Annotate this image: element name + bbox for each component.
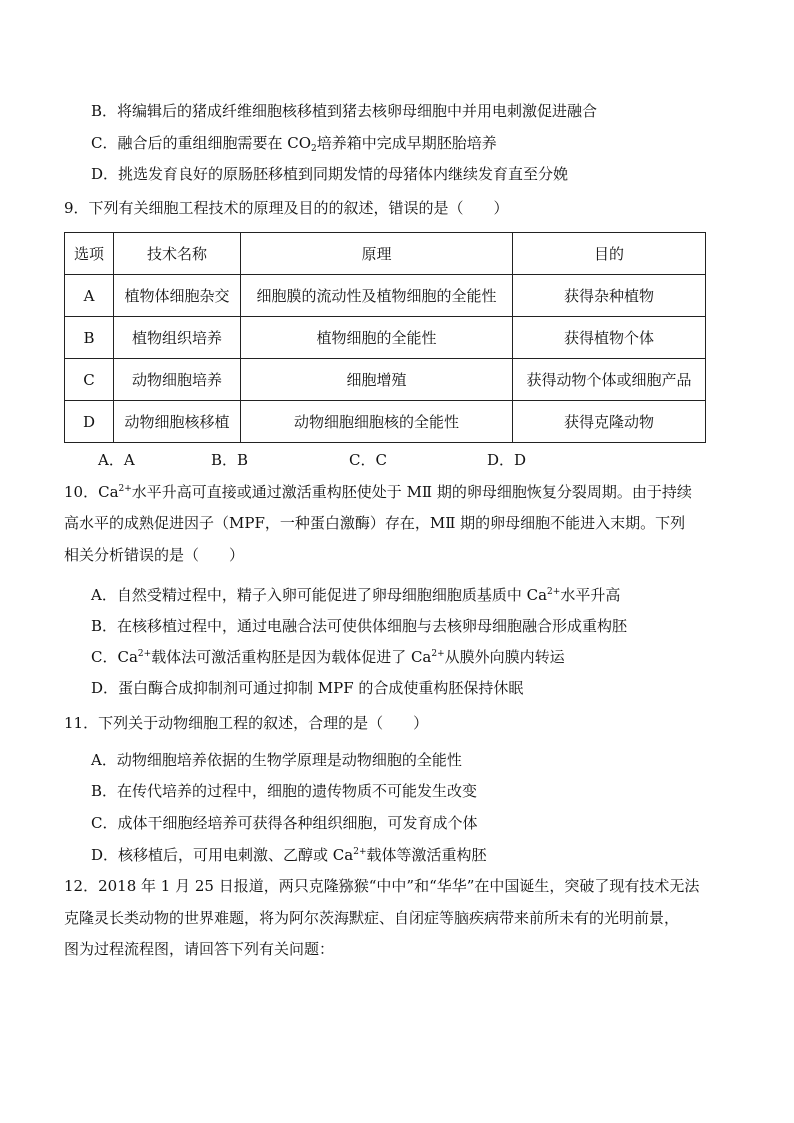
table-row: [65, 317, 706, 359]
table-cell: 获得动物个体或细胞产品: [513, 359, 706, 401]
q11-stem: 11．下列关于动物细胞工程的叙述，合理的是（ ）: [64, 714, 429, 732]
table-row: [65, 275, 706, 317]
q10-option-d: D．蛋白酶合成抑制剂可通过抑制 MPF 的合成使重构胚保持休眠: [91, 679, 524, 697]
table-cell: 细胞增殖: [241, 359, 513, 401]
q9-stem: 9．下列有关细胞工程技术的原理及目的的叙述，错误的是（ ）: [64, 199, 509, 217]
q12-stem-line-1: 12．2018 年 1 月 25 日报道，两只克隆猕猴“中中”和“华华”在中国诞生，突破了现有技术无法: [64, 877, 700, 895]
q9-choice-d[interactable]: D．D: [487, 451, 527, 469]
q8-option-d: D．挑选发育良好的原肠胚移植到同期发情的母猪体内继续发育直至分娩: [91, 165, 569, 183]
table-cell: 动物细胞核移植: [114, 401, 241, 443]
q12-stem-line-3: 图为过程流程图，请回答下列有关问题：: [64, 940, 335, 958]
table-cell: 获得克隆动物: [513, 401, 706, 443]
table-row: [65, 401, 706, 443]
q10-stem-line-2: 高水平的成熟促进因子（MPF，一种蛋白激酶）存在，MⅡ 期的卵母细胞不能进入末期。下列: [64, 514, 686, 532]
q11-option-d: D．核移植后，可用电刺激、乙醇或 $Ca^{2+}$载体等激活重构胚: [91, 846, 487, 864]
q10-option-c: C．$Ca^{2+}$载体法可激活重构胚是因为载体促进了 $Ca^{2+}$从膜外向膜内转运: [91, 648, 565, 666]
table-cell: 动物细胞培养: [114, 359, 241, 401]
table-header-cell: 选项: [65, 233, 114, 275]
table-cell: D: [65, 401, 114, 443]
q8-option-b: B．将编辑后的猪成纤维细胞核移植到猪去核卵母细胞中并用电刺激促进融合: [91, 102, 598, 120]
table-cell: 植物组织培养: [114, 317, 241, 359]
table-cell: B: [65, 317, 114, 359]
table-cell: 细胞膜的流动性及植物细胞的全能性: [241, 275, 513, 317]
table-header-row: [65, 233, 706, 275]
q9-choice-b[interactable]: B．B: [211, 451, 249, 469]
q8-option-c: C．融合后的重组细胞需要在 $CO_2$培养箱中完成早期胚胎培养: [91, 134, 497, 154]
table-cell: C: [65, 359, 114, 401]
q11-option-a: A．动物细胞培养依据的生物学原理是动物细胞的全能性: [91, 751, 462, 769]
q9-choice-c[interactable]: C．C: [349, 451, 387, 469]
q11-option-c: C．成体干细胞经培养可获得各种组织细胞，可发育成个体: [91, 814, 478, 832]
table-cell: 植物体细胞杂交: [114, 275, 241, 317]
table-header-cell: 技术名称: [114, 233, 241, 275]
q11-option-b: B．在传代培养的过程中，细胞的遗传物质不可能发生改变: [91, 782, 478, 800]
q10-option-a: A．自然受精过程中，精子入卵可能促进了卵母细胞细胞质基质中 $Ca^{2+}$水平升高: [91, 586, 621, 604]
table-cell: 获得杂种植物: [513, 275, 706, 317]
q10-stem-line-1: 10．$Ca^{2+}$水平升高可直接或通过激活重构胚使处于 MⅡ 期的卵母细胞恢复分裂周期。由于持续: [64, 483, 692, 501]
q10-option-b: B．在核移植过程中，通过电融合法可使供体细胞与去核卵母细胞融合形成重构胚: [91, 617, 628, 635]
table-cell: 动物细胞细胞核的全能性: [241, 401, 513, 443]
table-row: [65, 359, 706, 401]
table-cell: 获得植物个体: [513, 317, 706, 359]
q9-table: [64, 232, 706, 443]
q12-stem-line-2: 克隆灵长类动物的世界难题，将为阿尔茨海默症、自闭症等脑疾病带来前所未有的光明前景，: [64, 909, 680, 927]
table-header-cell: 目的: [513, 233, 706, 275]
table-cell: 植物细胞的全能性: [241, 317, 513, 359]
table-cell: A: [65, 275, 114, 317]
table-header-cell: 原理: [241, 233, 513, 275]
q9-answer-choices: [98, 450, 526, 470]
q9-choice-a[interactable]: A．A: [98, 451, 135, 469]
q10-stem-line-3: 相关分析错误的是（ ）: [64, 546, 245, 564]
